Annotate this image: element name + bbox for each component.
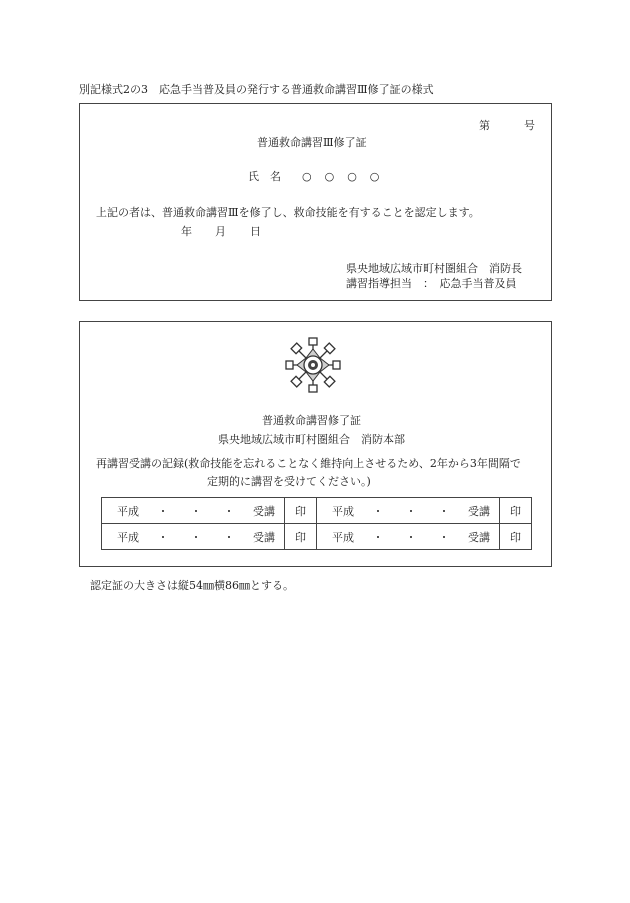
organization-name: 県央地域広域市町村圏組合 消防本部	[218, 433, 405, 446]
table-row	[102, 524, 532, 550]
record-note-line2: 定期的に講習を受けてください。)	[207, 475, 371, 488]
number-label-dai: 第	[479, 119, 490, 132]
seal-cell: 印	[285, 524, 317, 550]
date-dots: ・ ・ ・	[372, 530, 450, 544]
date-day: 日	[250, 225, 261, 238]
record-cell	[102, 524, 285, 550]
seal-cell: 印	[500, 524, 532, 550]
era-label: 平成	[332, 530, 354, 544]
size-note: 認定証の大きさは縦54㎜横86㎜とする。	[90, 579, 294, 592]
fire-department-emblem-icon	[285, 337, 341, 393]
back-title: 普通救命講習修了証	[262, 414, 361, 427]
record-cell	[317, 498, 500, 524]
era-label: 平成	[117, 530, 139, 544]
record-cell	[102, 498, 285, 524]
number-label-go: 号	[524, 119, 535, 132]
issuer: 県央地域広域市町村圏組合 消防長	[346, 262, 522, 275]
document-title: 別記様式2の3 応急手当普及員の発行する普通救命講習Ⅲ修了証の様式	[79, 83, 434, 96]
retraining-record-table	[101, 497, 532, 550]
era-label: 平成	[332, 504, 354, 518]
instructor: 講習指導担当 ： 応急手当普及員	[346, 277, 517, 290]
attendance-label: 受講	[253, 504, 275, 518]
attendance-label: 受講	[253, 530, 275, 544]
name-value: ○ ○ ○ ○	[302, 170, 381, 183]
seal-cell: 印	[285, 498, 317, 524]
attendance-label: 受講	[468, 530, 490, 544]
attendance-label: 受講	[468, 504, 490, 518]
date-dots: ・ ・ ・	[157, 530, 235, 544]
certificate-title: 普通救命講習Ⅲ修了証	[257, 136, 367, 149]
record-cell	[317, 524, 500, 550]
date-dots: ・ ・ ・	[157, 504, 235, 518]
era-label: 平成	[117, 504, 139, 518]
record-note-line1: 再講習受講の記録(救命技能を忘れることなく維持向上させるため、2年から3年間隔で	[96, 457, 521, 470]
table-row	[102, 498, 532, 524]
date-dots: ・ ・ ・	[372, 504, 450, 518]
date-month: 月	[215, 225, 226, 238]
name-label: 氏 名	[248, 170, 281, 183]
seal-cell: 印	[500, 498, 532, 524]
date-year: 年	[181, 225, 192, 238]
certification-statement: 上記の者は、普通救命講習Ⅲを修了し、救命技能を有することを認定します。	[96, 206, 480, 219]
